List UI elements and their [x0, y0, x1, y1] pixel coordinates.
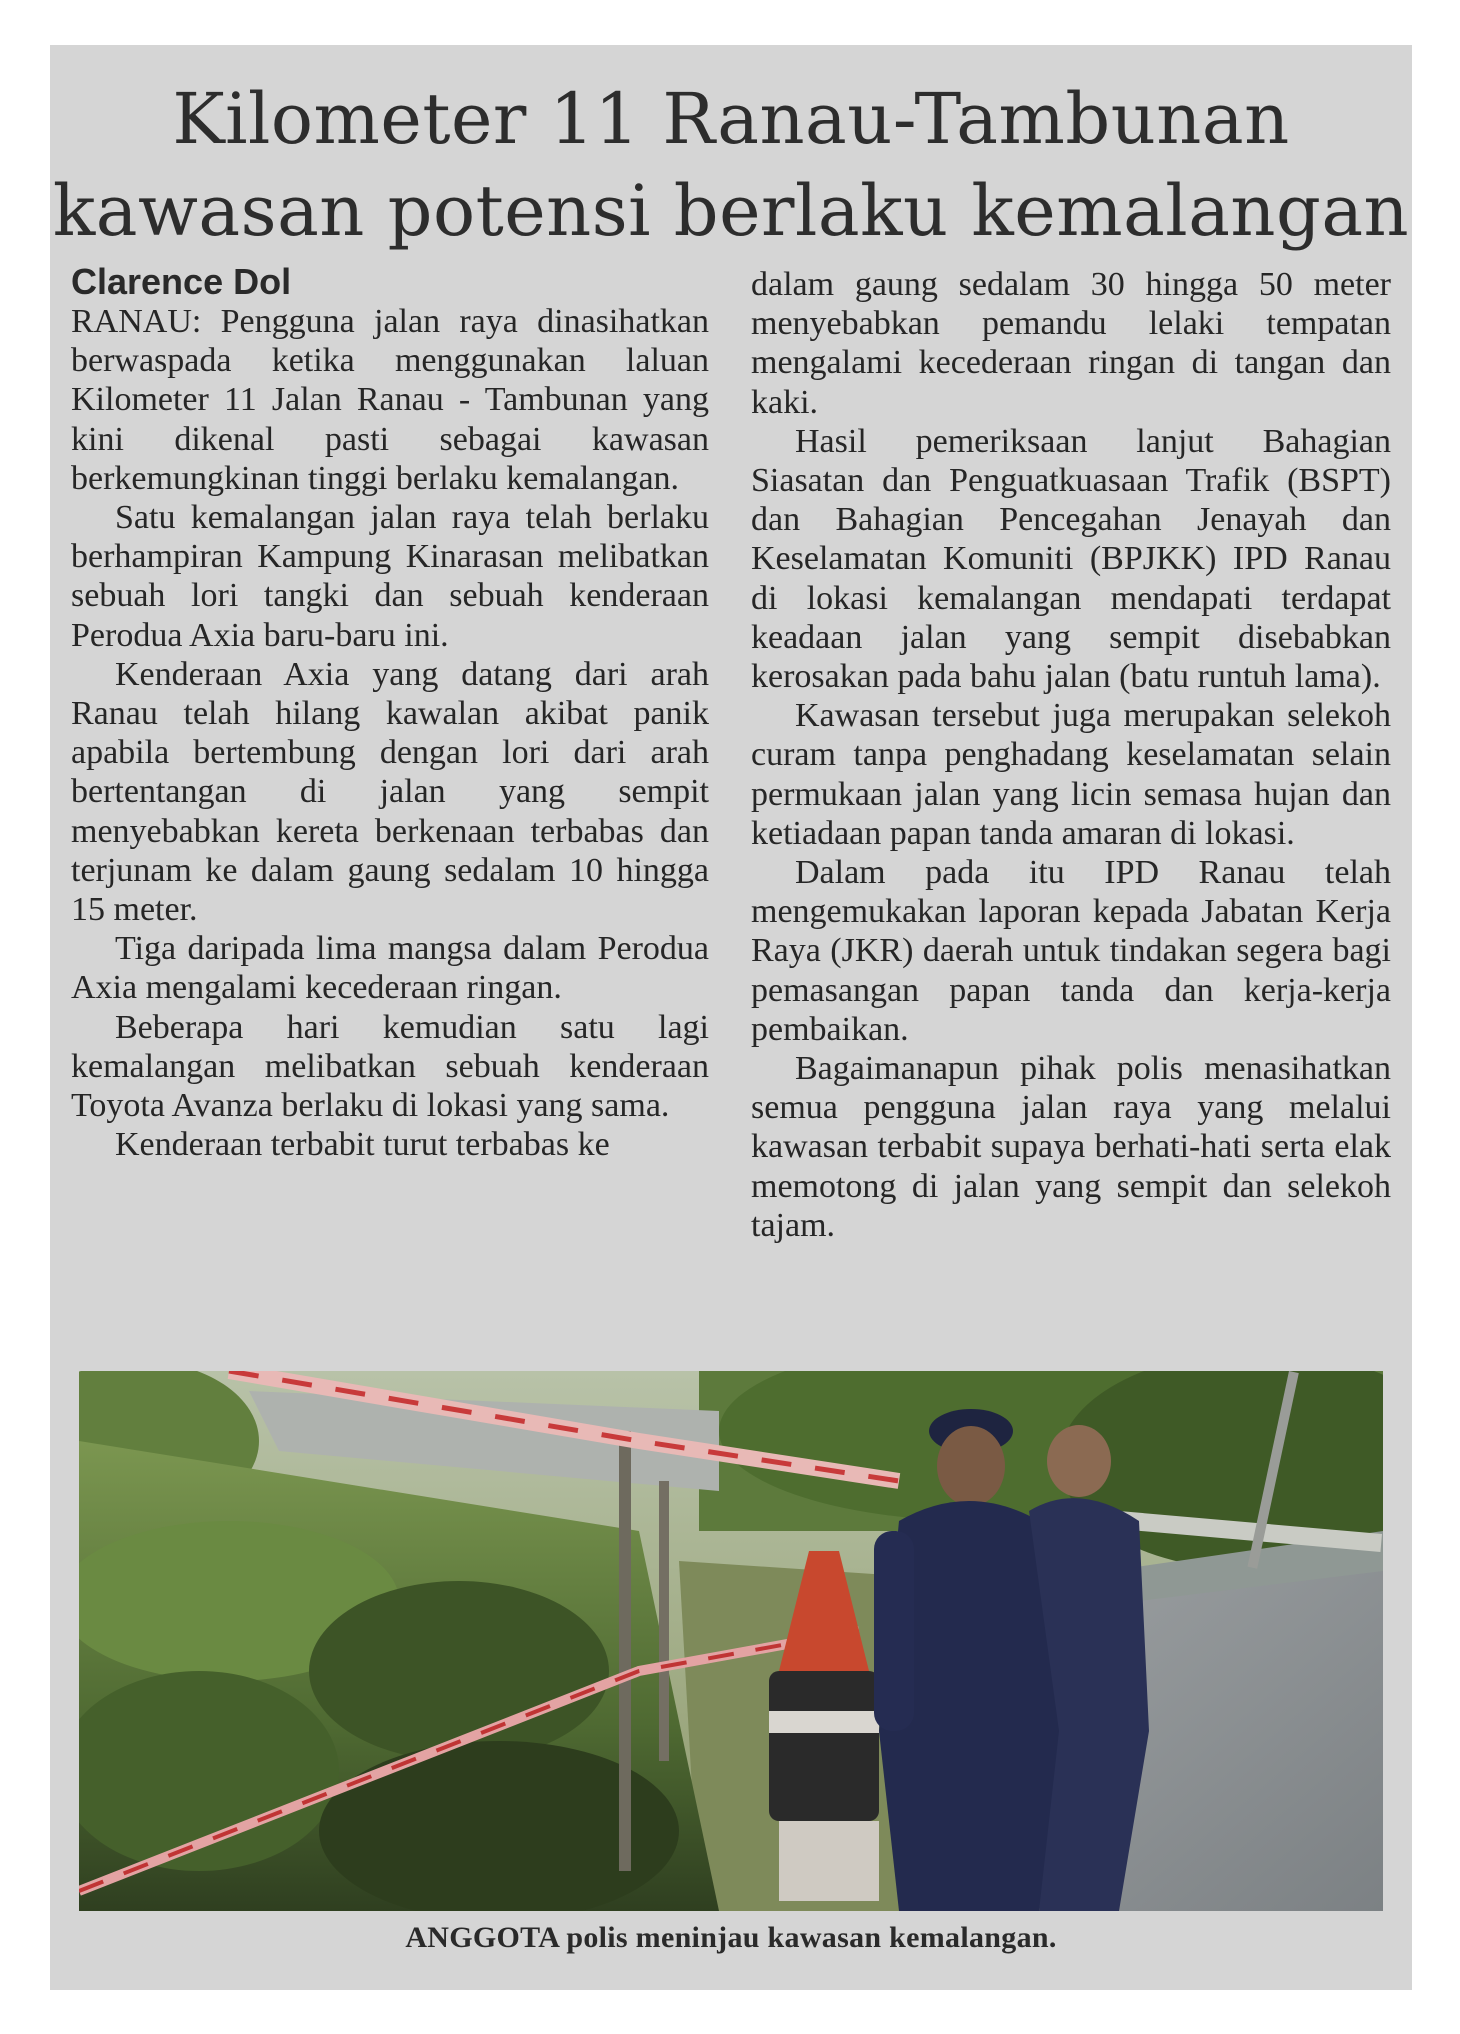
article-paragraph: Kenderaan Axia yang datang dari arah Ranau telah hilang kawalan akibat panik apabila bertembung dengan lori dari arah bertentangan di jalan yang sempit menyebabkan kereta berkenaan terbabas dan terjunam ke dalam gaung sedalam 10 hingga 15 meter.: [71, 655, 709, 929]
article-column-right: [751, 265, 1391, 1245]
article-paragraph: dalam gaung sedalam 30 hingga 50 meter menyebabkan pemandu lelaki tempatan mengalami kecederaan ringan di tangan dan kaki.: [751, 266, 1391, 421]
article-paragraph: RANAU: Pengguna jalan raya dinasihatkan berwaspada ketika menggunakan laluan Kilometer 11 Jalan Ranau - Tambunan yang kini dikenal pasti sebagai kawasan berkemungkinan tinggi berlaku kemalangan.: [71, 303, 709, 497]
article-paragraph: Hasil pemeriksaan lanjut Bahagian Siasatan dan Penguatkuasaan Trafik (BSPT) dan Bahagian Pencegahan Jenayah dan Keselamatan Komuniti (BPJKK) IPD Ranau di lokasi kemalangan mendapati terdapat keadaan jalan yang sempit disebabkan kerosakan pada bahu jalan (batu runtuh lama).: [751, 422, 1391, 696]
article-paragraph: Dalam pada itu IPD Ranau telah mengemukakan laporan kepada Jabatan Kerja Raya (JKR) daerah untuk tindakan segera bagi pemasangan papan tanda dan kerja-kerja pembaikan.: [751, 854, 1391, 1048]
article-paragraph: Tiga daripada lima mangsa dalam Perodua Axia mengalami kecederaan ringan.: [71, 930, 709, 1007]
article-paragraph: Kenderaan terbabit turut terbabas ke: [115, 1126, 610, 1164]
article-paragraph: Satu kemalangan jalan raya telah berlaku berhampiran Kampung Kinarasan melibatkan sebuah lori tangki dan sebuah kenderaan Perodua Axia baru-baru ini.: [71, 499, 709, 654]
newspaper-clipping: [50, 45, 1412, 1990]
headline: [50, 73, 1412, 257]
article-column-left: [71, 263, 709, 1164]
photo-caption: ANGGOTA polis meninjau kawasan kemalangan.: [405, 1921, 1057, 1954]
article-paragraph: Beberapa hari kemudian satu lagi kemalangan melibatkan sebuah kenderaan Toyota Avanza berlaku di lokasi yang sama.: [71, 1008, 709, 1125]
byline: Clarence Dol: [71, 261, 292, 302]
headline-line-1: Kilometer 11 Ranau-Tambunan: [172, 78, 1290, 160]
headline-line-2: kawasan potensi berlaku kemalangan: [52, 170, 1410, 252]
news-photo: [79, 1371, 1383, 1911]
roadside-scene-image: [79, 1371, 1383, 1911]
article-paragraph: Kawasan tersebut juga merupakan selekoh curam tanpa penghadang keselamatan selain permukaan jalan yang licin semasa hujan dan ketiadaan papan tanda amaran di lokasi.: [751, 697, 1391, 852]
article-paragraph: Bagaimanapun pihak polis menasihatkan semua pengguna jalan raya yang melalui kawasan terbabit supaya berhati-hati serta elak memotong di jalan yang sempit dan selekoh tajam.: [751, 1050, 1391, 1244]
